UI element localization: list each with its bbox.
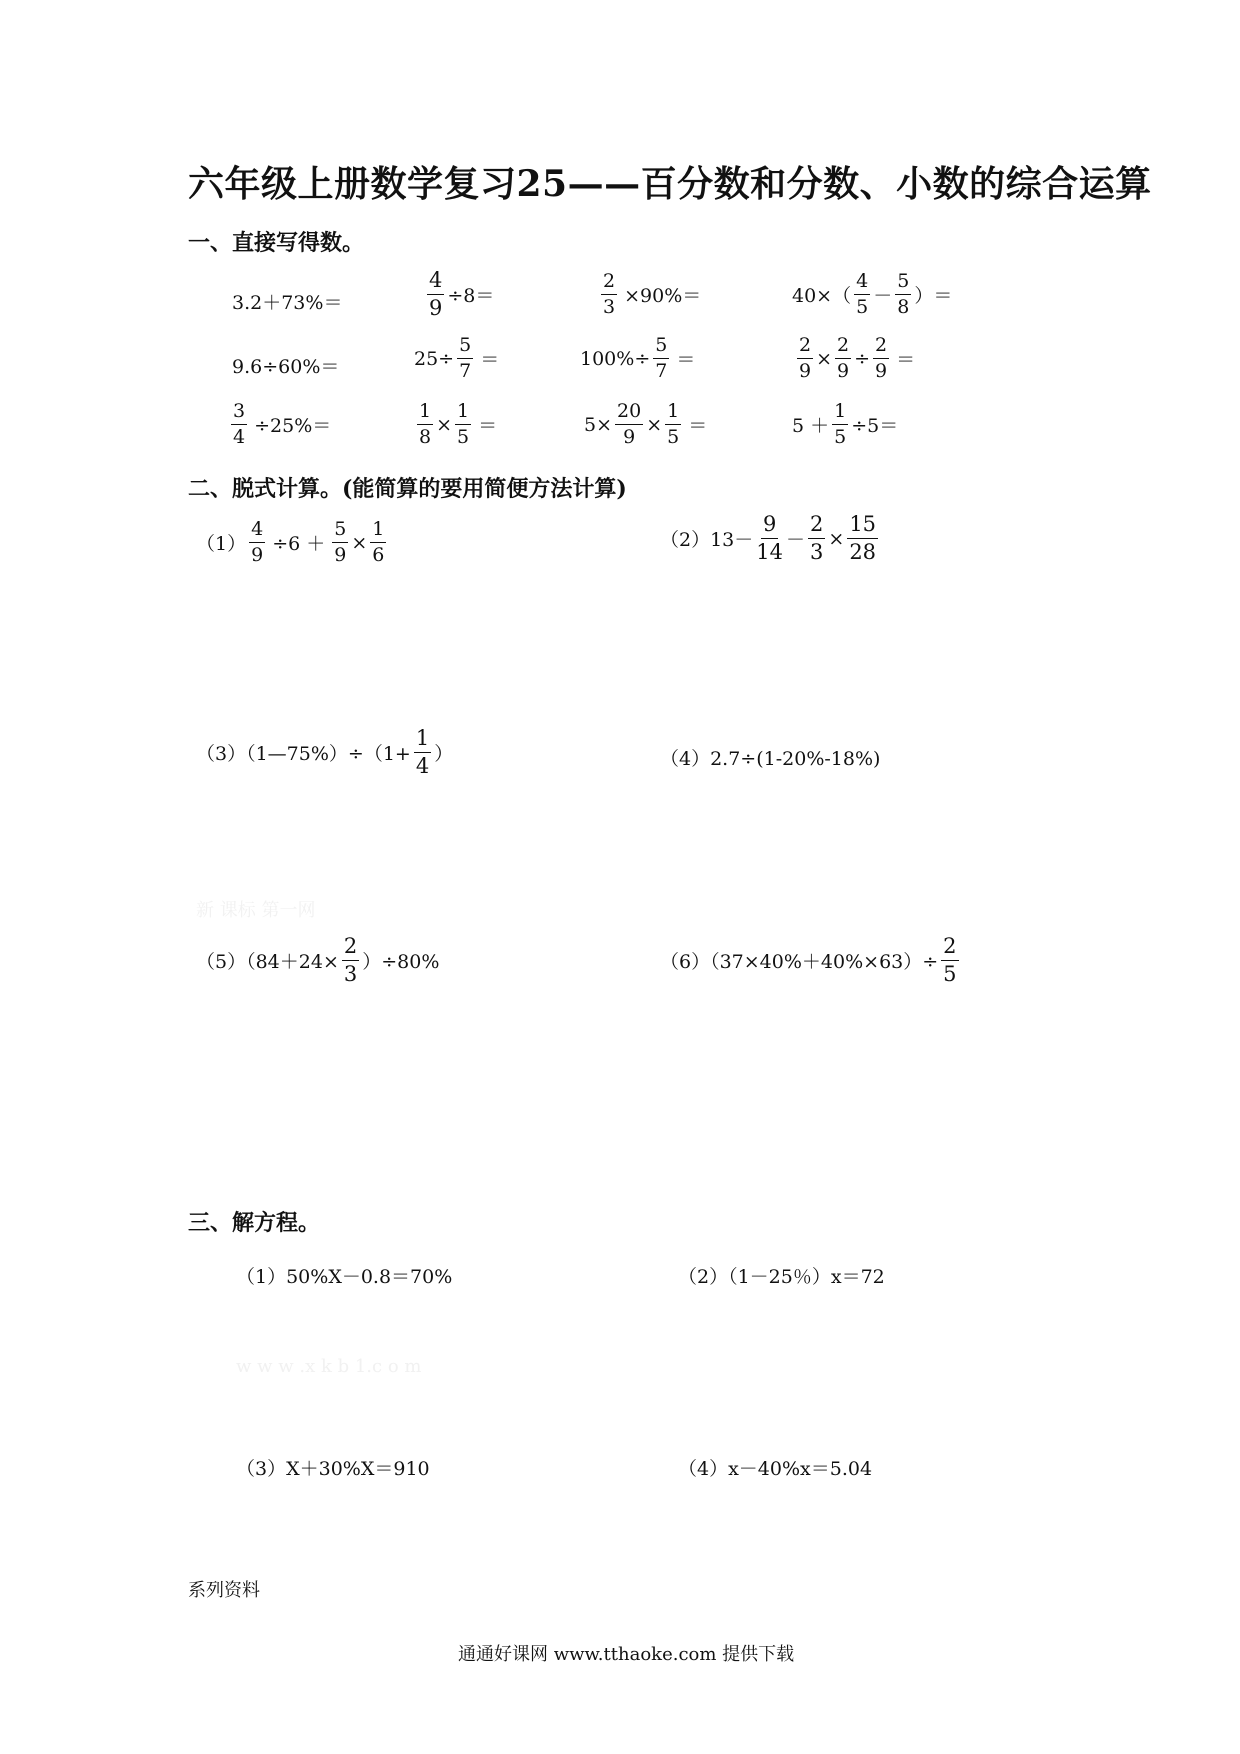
section2-heading: 二、脱式计算。(能简算的要用简便方法计算) — [188, 476, 627, 502]
equation-2: （2）（1－25％）x＝72 — [678, 1266, 885, 1288]
problem-a1: 3.2＋73%＝ — [232, 292, 343, 314]
problem-a2: $\frac{4}{9}$ ÷8＝ — [429, 268, 495, 320]
problem-c4: 5 ＋ $\frac{1}{5}$ ÷5＝ — [792, 400, 899, 448]
section1-heading: 一、直接写得数。 — [188, 230, 365, 256]
footer-credit: 通通好课网 www.tthaoke.com 提供下载 — [458, 1644, 795, 1665]
problem-2-6: （6）（37×40%＋40%×63）÷ $\frac{2}{5}$ — [660, 934, 957, 986]
problem-b3: 100%÷ $\frac{5}{7}$ ＝ — [580, 334, 696, 382]
problem-c3: 5× $\frac{20}{9}$ × $\frac{1}{5}$ ＝ — [584, 400, 708, 448]
problem-c2: $\frac{1}{8}$ × $\frac{1}{5}$ ＝ — [419, 400, 498, 448]
problem-2-4: （4）2.7÷(1-20%-18%) — [660, 748, 881, 770]
problem-b2: 25÷ $\frac{5}{7}$ ＝ — [414, 334, 500, 382]
equation-3: （3）X＋30%X＝910 — [236, 1458, 430, 1480]
problem-2-5: （5）（84＋24× $\frac{2}{3}$ ）÷80% — [196, 934, 440, 986]
equation-1: （1）50%X－0.8＝70% — [236, 1266, 453, 1288]
page-title: 六年级上册数学复习25——百分数和分数、小数的综合运算 — [188, 163, 1152, 205]
watermark-url: w w w .x k b 1.c o m — [236, 1356, 422, 1377]
problem-c1: $\frac{3}{4}$ ÷25%＝ — [233, 400, 332, 448]
problem-a3: $\frac{2}{3}$ ×90%＝ — [603, 270, 702, 318]
problem-2-3: （3）（1—75%）÷（1+ $\frac{1}{4}$ ） — [196, 726, 454, 778]
series-label: 系列资料 — [188, 1580, 260, 1601]
problem-2-1: （1） $\frac{4}{9}$ ÷6 ＋ $\frac{5}{9}$ × $\frac{1}{6}$ — [196, 518, 385, 566]
problem-a4: 40×（ $\frac{4}{5}$ － $\frac{5}{8}$ ）＝ — [792, 270, 953, 318]
equation-4: （4）x－40%x＝5.04 — [678, 1458, 873, 1480]
problem-b1: 9.6÷60%＝ — [232, 356, 340, 378]
problem-b4: $\frac{2}{9}$ × $\frac{2}{9}$ ÷ $\frac{2}{9}$ ＝ — [799, 334, 916, 382]
watermark-text: 新 课标 第一网 — [196, 900, 316, 921]
section3-heading: 三、解方程。 — [188, 1210, 321, 1236]
problem-2-2: （2）13－ $\frac{9}{14}$ － $\frac{2}{3}$ × $\frac{15}{28}$ — [660, 512, 877, 564]
